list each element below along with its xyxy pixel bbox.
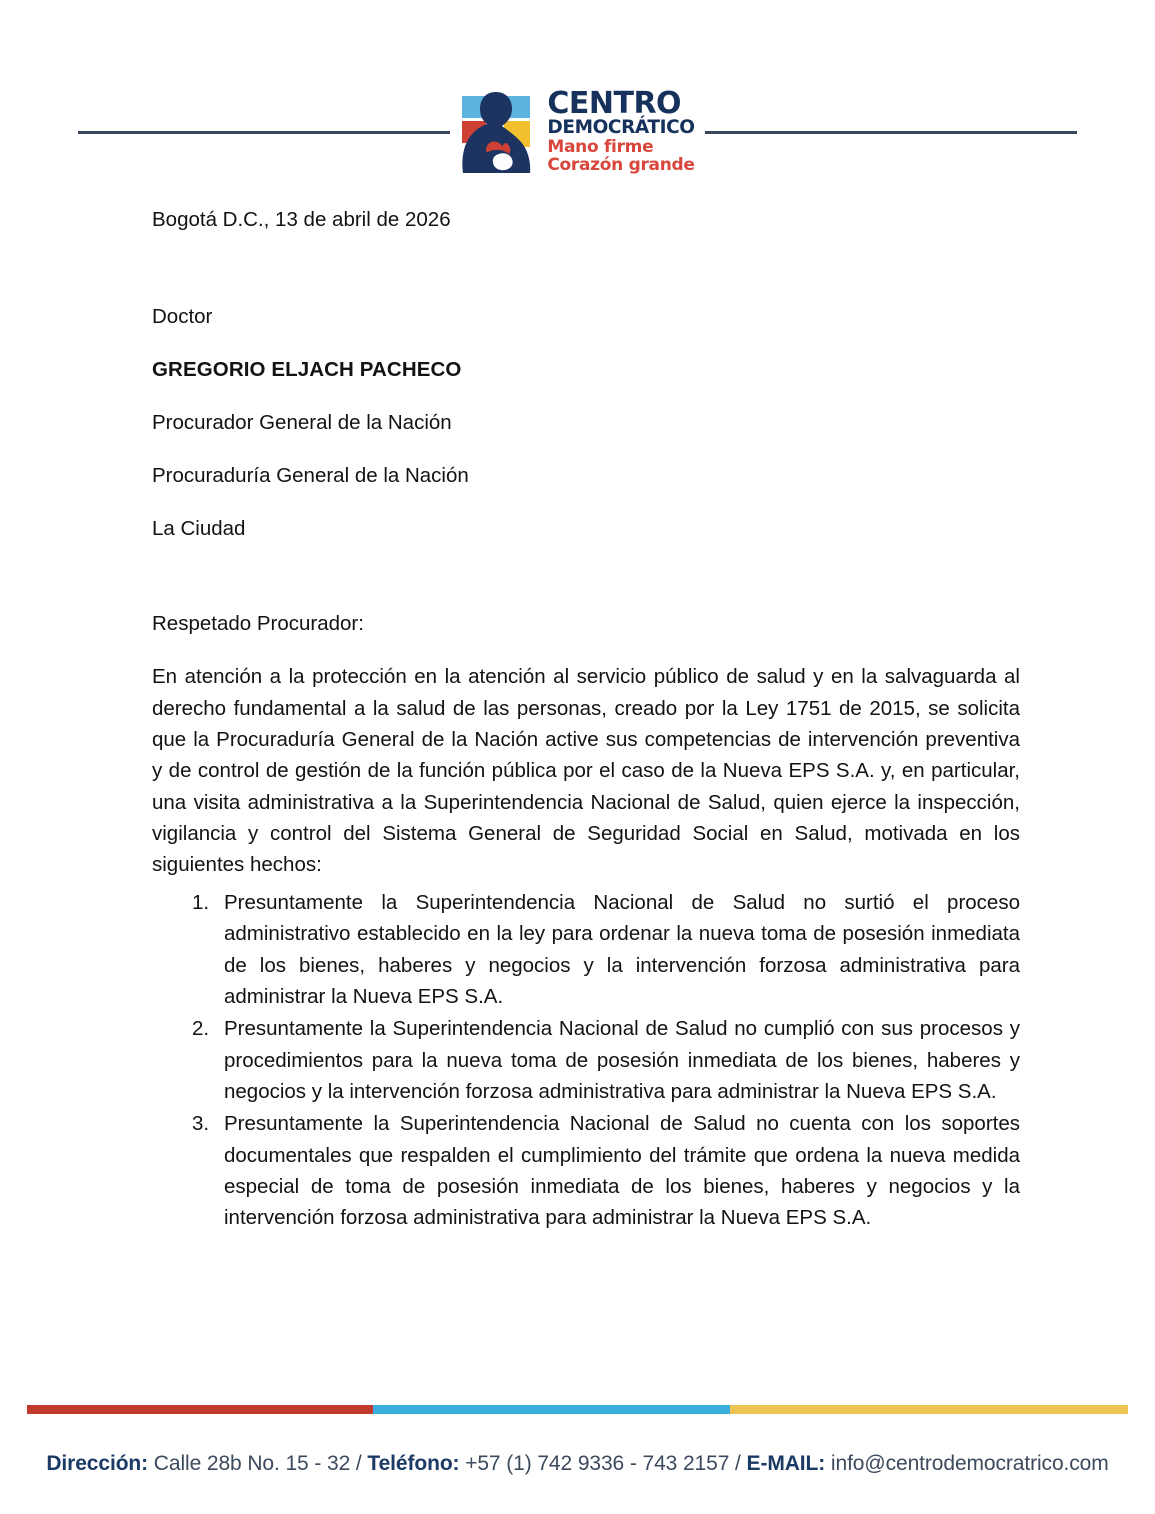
footer-address-value: Calle 28b No. 15 - 32 — [153, 1452, 351, 1475]
centro-democratico-logo-icon — [458, 90, 538, 175]
footer-email-value[interactable]: info@centrodemocratrico.com — [830, 1452, 1109, 1475]
recipient-name: GREGORIO ELJACH PACHECO — [152, 358, 462, 382]
logo-title-democratico: DEMOCRÁTICO — [547, 117, 695, 139]
footer-address-label: Dirección: — [46, 1452, 149, 1475]
footer-color-bar — [27, 1405, 1128, 1414]
page-footer — [0, 1405, 1155, 1476]
letter-date: Bogotá D.C., 13 de abril de 2026 — [152, 208, 451, 231]
facts-list — [152, 887, 1020, 1234]
footer-contact-line — [0, 1452, 1155, 1476]
footer-email-label: E-MAIL: — [746, 1452, 826, 1475]
list-item: Presuntamente la Superintendencia Nacional de Salud no cuenta con los soportes documentales que respalden el cumplimiento del trámite que ordena la nueva medida especial de toma de posesión inmediata de los bienes, haberes y negocios y la intervención forzosa administrativa para administrar la Nueva EPS S.A. — [224, 1112, 1020, 1230]
header-rule-right — [705, 131, 1077, 134]
footer-phone-value: +57 (1) 742 9336 - 743 2157 — [465, 1452, 730, 1475]
letter-salutation: Respetado Procurador: — [152, 612, 364, 636]
header-rule-left — [78, 131, 450, 134]
logo-title-centro: CENTRO — [547, 85, 682, 121]
logo-slogan-line2: Corazón grande — [547, 155, 695, 176]
footer-bar-yellow — [730, 1405, 1128, 1414]
list-item: Presuntamente la Superintendencia Nacional de Salud no surtió el proceso administrativo establecido en la ley para ordenar la nueva toma de posesión inmediata de los bienes, haberes y negocios y la intervención forzosa administrativa para administrar la Nueva EPS S.A. — [224, 890, 1020, 1008]
list-item: Presuntamente la Superintendencia Nacional de Salud no cumplió con sus procesos y procedimientos para la nueva toma de posesión inmediata de los bienes, haberes y negocios y la intervención forzosa administrativa para administrar la Nueva EPS S.A. — [224, 1017, 1020, 1103]
recipient-title: Doctor — [152, 305, 213, 329]
footer-bar-blue — [373, 1405, 730, 1414]
recipient-city: La Ciudad — [152, 517, 246, 541]
page-header — [0, 78, 1155, 186]
recipient-position: Procurador General de la Nación — [152, 411, 452, 435]
footer-separator-2: / — [735, 1452, 741, 1475]
letter-body-paragraph: En atención a la protección en la atención al servicio público de salud y en la salvaguarda al derecho fundamental a la salud de las personas, creado por la Ley 1751 de 2015, se solicita que la Procuraduría General de la Nación active sus competencias de intervención preventiva y de control de gestión de la función pública por el caso de la Nueva EPS S.A. y, en particular, una visita administrativa a la Superintendencia Nacional de Salud, quien ejerce la inspección, vigilancia y control del Sistema General de Seguridad Social en Salud, motivada en los siguientes hechos: — [152, 665, 1020, 877]
footer-separator-1: / — [355, 1452, 362, 1475]
centro-democratico-logo — [458, 85, 695, 176]
footer-bar-red — [27, 1405, 373, 1414]
letter-content — [152, 206, 1020, 1235]
logo-wordmark — [547, 85, 695, 176]
logo-slogan-line1: Mano firme — [547, 136, 654, 157]
recipient-institution: Procuraduría General de la Nación — [152, 464, 469, 488]
footer-phone-label: Teléfono: — [367, 1452, 460, 1475]
